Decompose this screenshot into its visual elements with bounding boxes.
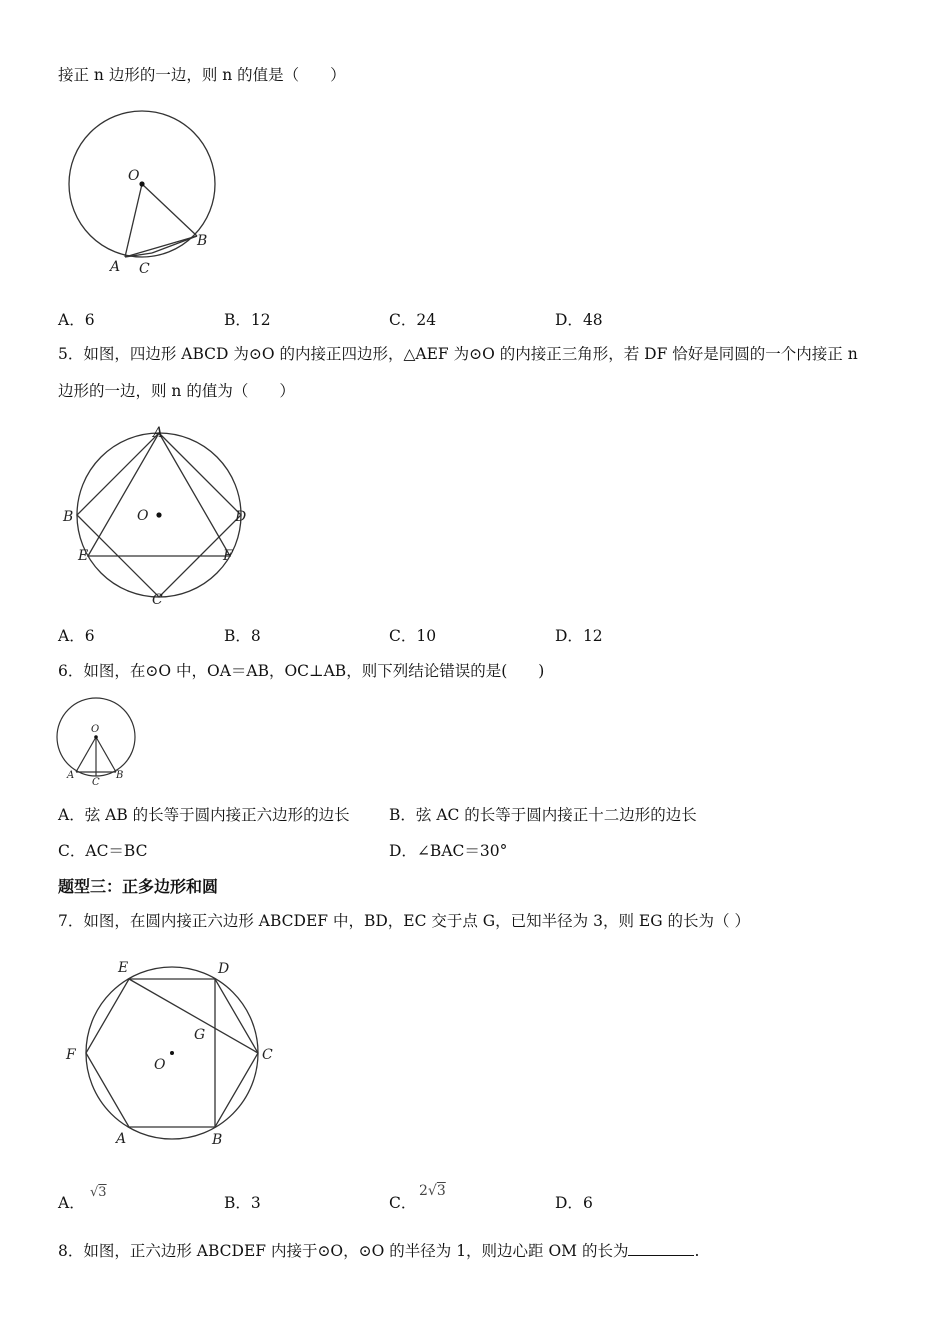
q4-segment-oa [125,184,142,257]
q7-label-e: E [118,960,129,976]
q7-label-f: F [66,1047,76,1063]
q4-option-b[interactable]: B．12 [224,311,271,329]
q5-label-a: A [153,425,164,441]
q5-option-d[interactable]: D．12 [555,627,603,645]
q8-stem [58,1240,699,1262]
section-heading: 题型三：正多边形和圆 [58,877,219,896]
q5-options [58,625,888,647]
q4-stem-tail: 接正 n 边形的一边，则 n 的值是（ ） [58,66,346,84]
q7-option-b[interactable]: B．3 [224,1194,261,1212]
q4-center-dot [139,181,144,186]
q8-answer-blank[interactable] [628,1241,694,1256]
q5-triangle-aef [88,433,230,556]
q5-figure [60,420,260,610]
q4-label-a: A [110,259,121,275]
q6-label-o: O [91,724,100,735]
q4-option-d[interactable]: D．48 [555,311,603,329]
q8-stem-text: 8．如图，正六边形 ABCDEF 内接于⊙O，⊙O 的半径为 1，则边心距 OM 的长为 [58,1242,629,1260]
q7-label-b: B [212,1132,223,1148]
q6-center-dot [94,735,98,739]
q6-options-row2 [58,840,888,862]
q6-option-b[interactable]: B．弦 AC 的长等于圆内接正十二边形的边长 [389,806,697,824]
q4-segment-cb [152,236,197,253]
q8-stem-end: . [694,1242,700,1260]
q5-stem-line1: 5．如图，四边形 ABCD 为⊙O 的内接正四边形，△AEF 为⊙O 的内接正三角形，若 DF 恰好是同圆的一个内接正 n [58,345,858,363]
q6-option-c[interactable]: C．AC＝BC [58,842,148,860]
q4-option-c[interactable]: C．24 [389,311,437,329]
q5-label-b: B [63,509,74,525]
q5-label-c: C [152,592,163,608]
q6-label-a: A [67,770,75,781]
q6-option-d[interactable]: D．∠BAC＝30° [389,842,508,860]
q7-stem: 7．如图，在圆内接正六边形 ABCDEF 中，BD，EC 交于点 G，已知半径为 3，则 EG 的长为（ ） [58,912,750,930]
q7-figure [60,955,280,1150]
q7-label-g: G [194,1027,206,1043]
q7-label-a: A [116,1131,127,1147]
q7-center-dot [170,1051,174,1055]
q6-label-c: C [92,777,100,788]
q5-label-d: D [235,509,247,525]
q5-stem-line2: 边形的一边，则 n 的值为（ ） [58,382,295,400]
q7-label-o: O [154,1057,166,1073]
q7-option-c[interactable]: C． [389,1194,417,1212]
q7-label-c: C [262,1047,273,1063]
q7-options [58,1183,888,1214]
q5-option-b[interactable]: B．8 [224,627,261,645]
q4-option-a[interactable]: A．6 [58,311,95,329]
q6-stem: 6．如图，在⊙O 中，OA＝AB，OC⊥AB，则下列结论错误的是( ) [58,662,545,680]
q6-figure [55,695,145,787]
q5-label-o: O [137,508,149,524]
q4-label-c: C [139,261,150,277]
q6-options-row1 [58,804,888,826]
q4-label-o: O [128,168,140,184]
q5-option-c[interactable]: C．10 [389,627,437,645]
q4-label-b: B [197,233,208,249]
q5-label-e: E [78,548,89,564]
q4-options [58,309,888,331]
q7-option-c-value: 2√3 [419,1183,446,1199]
q4-segment-ob [142,184,197,236]
q6-option-a[interactable]: A．弦 AB 的长等于圆内接正六边形的边长 [58,806,350,824]
q7-option-a-value: √3 [90,1185,107,1200]
q5-label-f: F [223,548,233,564]
q7-option-d[interactable]: D．6 [555,1194,593,1212]
q5-option-a[interactable]: A．6 [58,627,95,645]
q6-segment-oa [76,737,96,772]
q7-label-d: D [218,961,230,977]
q7-option-a[interactable]: A． [58,1194,85,1212]
q6-segment-ob [96,737,116,772]
q5-center-dot [156,512,161,517]
q4-figure [60,105,230,285]
q6-label-b: B [116,770,124,781]
